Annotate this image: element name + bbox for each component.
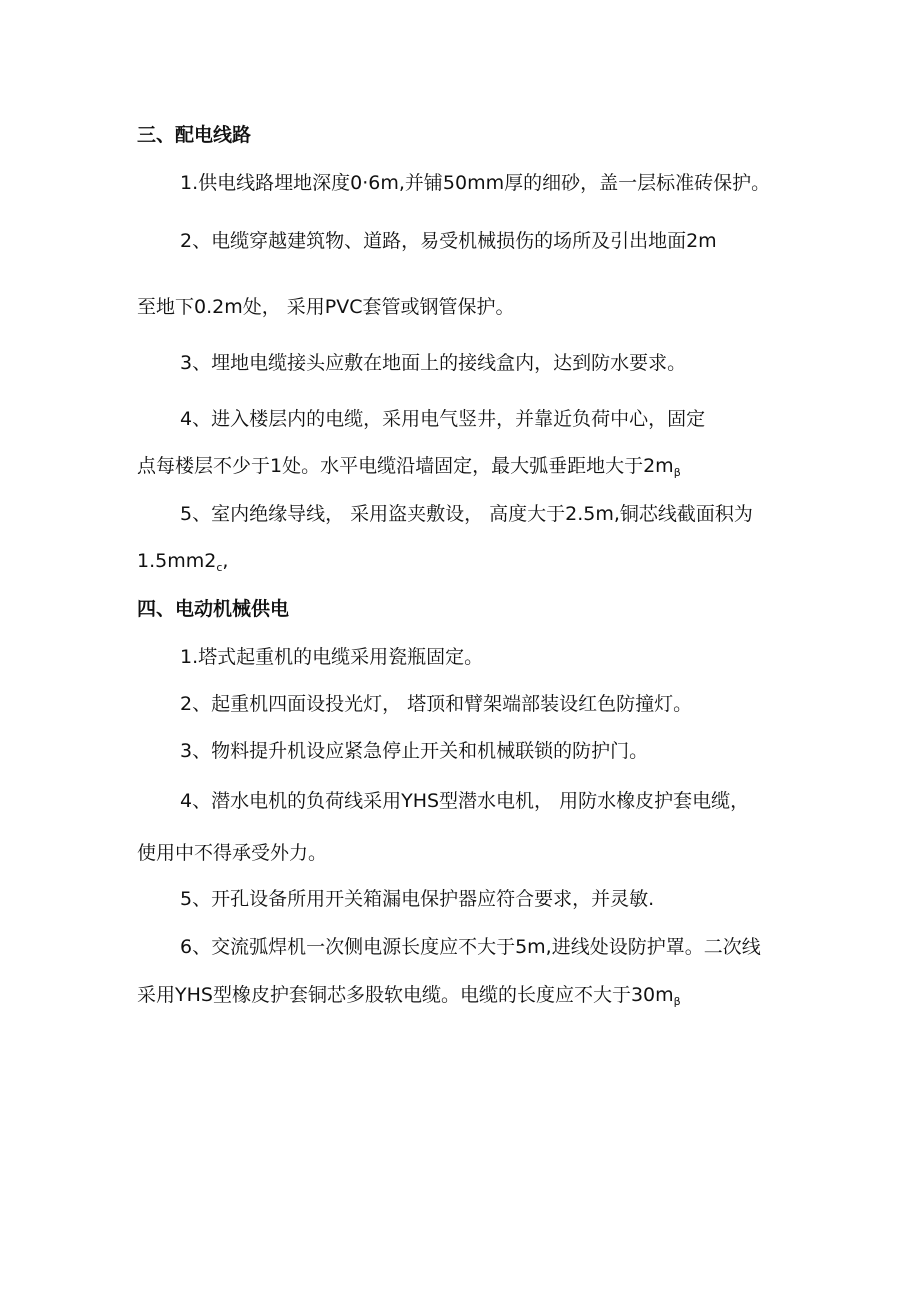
paragraph-3-4-line2-text: 点每楼层不少于1处。水平电缆沿墙固定，最大弧垂距地大于2m xyxy=(137,455,674,477)
paragraph-3-5-line2 xyxy=(137,548,228,581)
paragraph-3-5-line2-tail: , xyxy=(222,550,229,572)
paragraph-4-6-line2 xyxy=(137,982,681,1015)
paragraph-4-3: 3、物料提升机设应紧急停止开关和机械联锁的防护门。 xyxy=(180,740,649,762)
subscript-mark: β xyxy=(673,995,681,1008)
paragraph-4-4-line2: 使用中不得承受外力。 xyxy=(137,842,328,864)
paragraph-3-4-line1: 4、进入楼层内的电缆，采用电气竖井，并靠近负荷中心，固定 xyxy=(180,408,706,430)
section-heading-distribution-lines: 三、配电线路 xyxy=(137,124,252,146)
paragraph-3-2-line2: 至地下0.2m处， 采用PVC套管或钢管保护。 xyxy=(137,296,515,318)
paragraph-3-3: 3、埋地电缆接头应敷在地面上的接线盒内，达到防水要求。 xyxy=(180,352,687,374)
subscript-mark: c xyxy=(216,561,223,574)
paragraph-3-1: 1.供电线路埋地深度0·6m,并铺50mm厚的细砂，盖一层标准砖保护。 xyxy=(180,172,771,194)
paragraph-4-2: 2、起重机四面设投光灯， 塔顶和臂架端部装设红色防撞灯。 xyxy=(180,693,693,715)
paragraph-3-5-line1: 5、室内绝缘导线， 采用盗夹敷设， 高度大于2.5m,铜芯线截面积为 xyxy=(180,503,753,525)
section-heading-electric-machinery: 四、电动机械供电 xyxy=(137,598,290,620)
paragraph-3-5-line2-text: 1.5mm2 xyxy=(137,550,217,572)
paragraph-3-2-line1: 2、电缆穿越建筑物、道路，易受机械损伤的场所及引出地面2m xyxy=(180,230,717,252)
subscript-mark: β xyxy=(673,466,681,479)
paragraph-3-4-line2 xyxy=(137,453,681,486)
paragraph-4-1: 1.塔式起重机的电缆采用瓷瓶固定。 xyxy=(180,646,484,668)
paragraph-4-4-line1: 4、潜水电机的负荷线采用YHS型潜水电机， 用防水橡皮护套电缆， xyxy=(180,790,750,812)
paragraph-4-6-line1: 6、交流弧焊机一次侧电源长度应不大于5m,进线处设防护罩。二次线 xyxy=(180,936,761,958)
paragraph-4-6-line2-text: 采用YHS型橡皮护套铜芯多股软电缆。电缆的长度应不大于30m xyxy=(137,984,674,1006)
paragraph-4-5: 5、开孔设备所用开关箱漏电保护器应符合要求，并灵敏. xyxy=(180,888,655,910)
